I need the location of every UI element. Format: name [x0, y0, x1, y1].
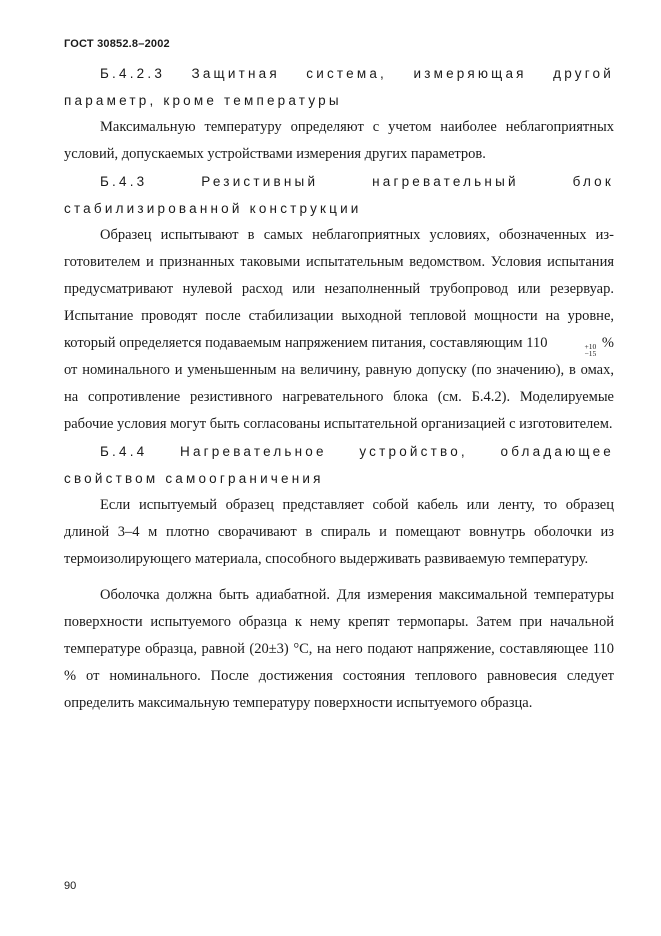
tolerance-stack: [548, 343, 596, 357]
paragraph-b43: [64, 222, 614, 438]
paragraph-b44-2: Оболочка должна быть адиабатной. Для измерения максимальной температуры поверхности испытуемого образца к нему крепят термопары. Затем при начальной температуре образца, равной (20±3) °С, на него подают напряжение, составляющее 110 % от номинального. После достижения состояния теплового равновесия следует определить максимальную температуру поверхности испытуемого образца.: [64, 587, 614, 711]
paragraph-b43-part2: % от номинального и уменьшенным на величину, равную допуску (по значению), в омах, на сопротивление резистивного нагревательного блока (см. Б.4.2). Моделируемые рабочие условия могут быть согласованы испытательной организацией с изготовителем.: [64, 335, 614, 432]
section-heading-b423: Б.4.2.3 Защитная система, измеряющая другой параметр, кроме температуры: [64, 66, 614, 108]
page-header-standard-code: ГОСТ 30852.8–2002: [64, 38, 170, 50]
page-number: 90: [64, 880, 77, 892]
paragraph-b44-1: Если испытуемый образец представляет собой кабель или ленту, то образец длиной 3–4 м плотно сворачивают в спираль и помещают вовнутрь оболочки из термоизолирующего материала, способного выдерживать развиваемую температуру.: [64, 497, 614, 567]
tolerance-upper: +10: [584, 342, 597, 351]
paragraph-b43-part1: Образец испытывают в самых неблагоприятных условиях, обозначенных изготовителем и признанных таковыми испытательным ведомством. Условия испытания предусматривают нулевой расход или незаполненный трубопровод или резервуар. Испытание проводят после стабилизации выходной тепловой мощности на уровне, который определяется подаваемым напряжением питания, составляющим 110: [64, 227, 614, 351]
document-body: [64, 60, 614, 717]
tolerance-lower: −15: [584, 349, 597, 358]
section-heading-b43: Б.4.3 Резистивный нагревательный блок стабилизированной конструкции: [64, 174, 614, 216]
paragraph-b423: Максимальную температуру определяют с учетом наиболее неблагоприятных условий, допускаемых устройствами измерения других параметров.: [64, 119, 614, 162]
section-heading-b44: Б.4.4 Нагревательное устройство, обладающее свойством самоограничения: [64, 444, 614, 486]
